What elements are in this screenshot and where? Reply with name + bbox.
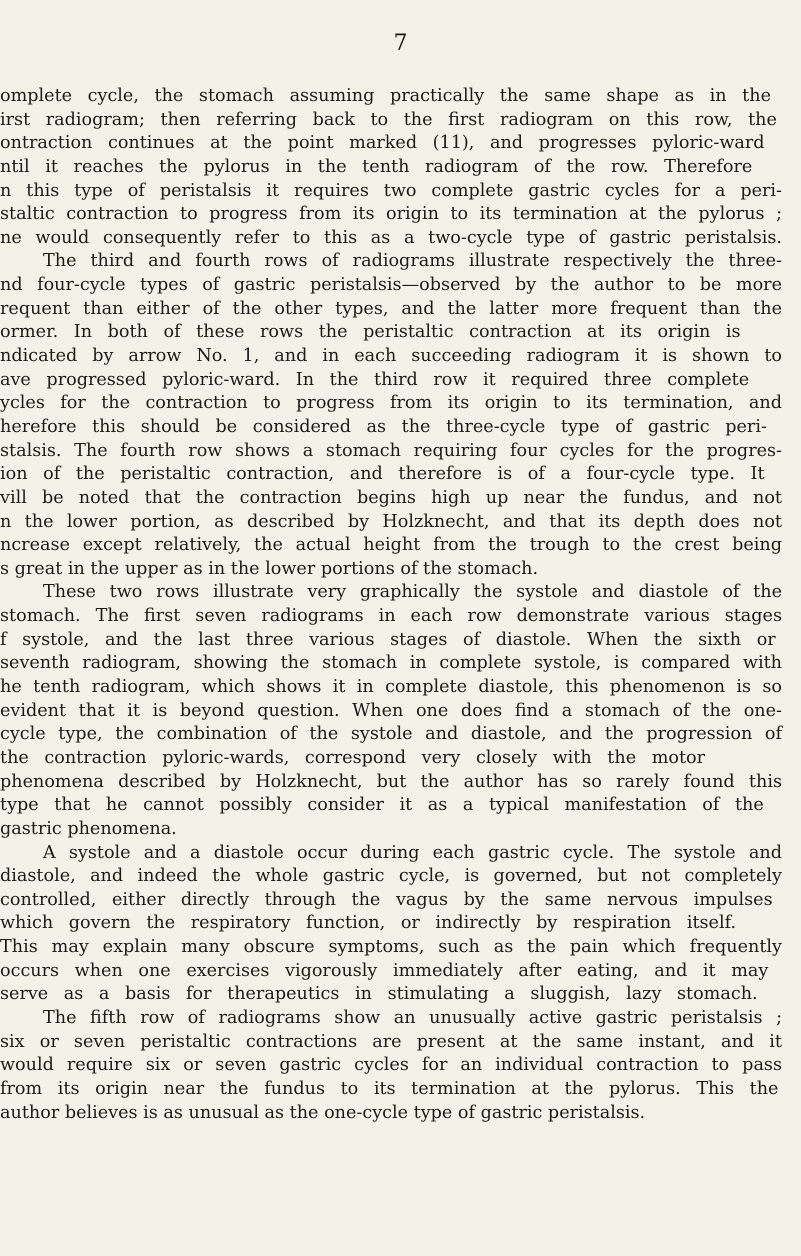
- text-line-content: irst radiogram; then referring back to the first radiogram on this row, the: [0, 109, 777, 130]
- text-line-content: n this type of peristalsis it requires two complete gastric cycles for a peri-: [0, 180, 782, 201]
- text-line-content: gastric phenomena.: [0, 818, 177, 839]
- text-line: [0, 1102, 801, 1126]
- text-line-content: These two rows illustrate very graphically the systole and diastole of the: [43, 582, 782, 603]
- text-line-content: ycles for the contraction to progress from its origin to its termination, and: [0, 393, 782, 414]
- text-line-content: ntil it reaches the pylorus in the tenth radiogram of the row. Therefore: [0, 156, 753, 177]
- text-line-content: n the lower portion, as described by Holzknecht, and that its depth does not: [0, 511, 782, 532]
- text-line-content: ontraction continues at the point marked (11), and progresses pyloric-ward: [0, 133, 765, 154]
- text-line-content: ne would consequently refer to this as a two-cycle type of gastric peristalsis.: [0, 227, 782, 248]
- text-line: [0, 842, 801, 866]
- text-line: [0, 747, 801, 771]
- text-line: [0, 960, 801, 984]
- text-line: [0, 321, 801, 345]
- text-line: [0, 440, 801, 464]
- text-line-content: vill be noted that the contraction begins high up near the fundus, and not: [0, 487, 782, 508]
- text-line: [0, 463, 801, 487]
- text-line: [0, 700, 801, 724]
- text-line: [0, 156, 801, 180]
- text-line: [0, 889, 801, 913]
- text-line: [0, 723, 801, 747]
- text-line-content: staltic contraction to progress from its origin to its termination at the pylorus ;: [0, 204, 782, 225]
- text-line-content: A systole and a diastole occur during each gastric cycle. The systole and: [43, 842, 782, 863]
- text-line: [0, 652, 801, 676]
- text-line: [0, 936, 801, 960]
- text-line-content: serve as a basis for therapeutics in stimulating a sluggish, lazy stomach.: [0, 984, 758, 1005]
- text-line-content: The fifth row of radiograms show an unusually active gastric peristalsis ;: [43, 1007, 782, 1028]
- text-line-content: ave progressed pyloric-ward. In the third row it required three complete: [0, 369, 750, 390]
- text-line: [0, 1054, 801, 1078]
- text-line: [0, 227, 801, 251]
- page-number: 7: [393, 31, 408, 56]
- text-line: [0, 416, 801, 440]
- text-line-content: the contraction pyloric-wards, correspond very closely with the motor: [0, 747, 706, 768]
- text-line: [0, 180, 801, 204]
- text-line-content: f systole, and the last three various stages of diastole. When the sixth or: [0, 629, 776, 650]
- text-line: [0, 605, 801, 629]
- text-line-content: s great in the upper as in the lower portions of the stomach.: [0, 558, 539, 579]
- text-line-content: would require six or seven gastric cycles for an individual contraction to pass: [0, 1055, 782, 1076]
- text-line-content: he tenth radiogram, which shows it in complete diastole, this phenomenon is so: [0, 677, 782, 698]
- text-line: [0, 132, 801, 156]
- text-line: [0, 983, 801, 1007]
- text-line-content: which govern the respiratory function, or indirectly by respiration itself.: [0, 913, 737, 934]
- text-line: [0, 345, 801, 369]
- text-line-content: nd four-cycle types of gastric peristalsis—observed by the author to be more: [0, 275, 782, 296]
- text-line: [0, 511, 801, 535]
- text-line-content: This may explain many obscure symptoms, such as the pain which frequently: [0, 937, 782, 958]
- text-line: [0, 298, 801, 322]
- text-line: [0, 581, 801, 605]
- text-line: [0, 912, 801, 936]
- text-line: [0, 250, 801, 274]
- text-line: [0, 203, 801, 227]
- text-line: [0, 1078, 801, 1102]
- text-line-content: herefore this should be considered as the three-cycle type of gastric peri-: [0, 416, 767, 437]
- text-line-content: requent than either of the other types, and the latter more frequent than the: [0, 298, 782, 319]
- text-line: [0, 1007, 801, 1031]
- text-line: [0, 558, 801, 582]
- text-line: [0, 794, 801, 818]
- text-line-content: stomach. The first seven radiograms in each row demonstrate various stages: [0, 606, 782, 627]
- text-line-content: controlled, either directly through the vagus by the same nervous impulses: [0, 889, 773, 910]
- text-line-content: cycle type, the combination of the systole and diastole, and the progression of: [0, 724, 782, 745]
- text-line-content: from its origin near the fundus to its termination at the pylorus. This the: [0, 1078, 779, 1099]
- text-line: [0, 369, 801, 393]
- text-line: [0, 1031, 801, 1055]
- text-line-content: ncrease except relatively, the actual height from the trough to the crest being: [0, 535, 782, 556]
- body-text: [0, 85, 801, 1125]
- text-line: [0, 676, 801, 700]
- text-line: [0, 487, 801, 511]
- text-line-content: six or seven peristaltic contractions are present at the same instant, and it: [0, 1031, 782, 1052]
- text-line-content: omplete cycle, the stomach assuming practically the same shape as in the: [0, 86, 771, 106]
- text-line: [0, 771, 801, 795]
- text-line-content: stalsis. The fourth row shows a stomach requiring four cycles for the progres-: [0, 440, 782, 461]
- text-line-content: ndicated by arrow No. 1, and in each succeeding radiogram it is shown to: [0, 346, 782, 367]
- text-line: [0, 818, 801, 842]
- text-line-content: author believes is as unusual as the one-cycle type of gastric peristalsis.: [0, 1102, 646, 1123]
- text-line: [0, 534, 801, 558]
- text-line: [0, 85, 801, 109]
- text-line: [0, 629, 801, 653]
- text-line: [0, 865, 801, 889]
- text-line-content: evident that it is beyond question. When one does find a stomach of the one-: [0, 700, 782, 721]
- text-line: [0, 109, 801, 133]
- text-line: [0, 392, 801, 416]
- text-line-content: phenomena described by Holzknecht, but the author has so rarely found this: [0, 771, 782, 792]
- text-line-content: type that he cannot possibly consider it as a typical manifestation of the: [0, 795, 764, 816]
- text-line-content: seventh radiogram, showing the stomach in complete systole, is compared with: [0, 653, 782, 674]
- text-line-content: diastole, and indeed the whole gastric cycle, is governed, but not completely: [0, 866, 782, 887]
- text-line-content: The third and fourth rows of radiograms illustrate respectively the three-: [43, 251, 782, 272]
- text-line-content: ormer. In both of these rows the peristaltic contraction at its origin is: [0, 322, 741, 343]
- text-line: [0, 274, 801, 298]
- text-line-content: occurs when one exercises vigorously immediately after eating, and it may: [0, 960, 769, 981]
- text-line-content: ion of the peristaltic contraction, and therefore is of a four-cycle type. It: [0, 464, 765, 485]
